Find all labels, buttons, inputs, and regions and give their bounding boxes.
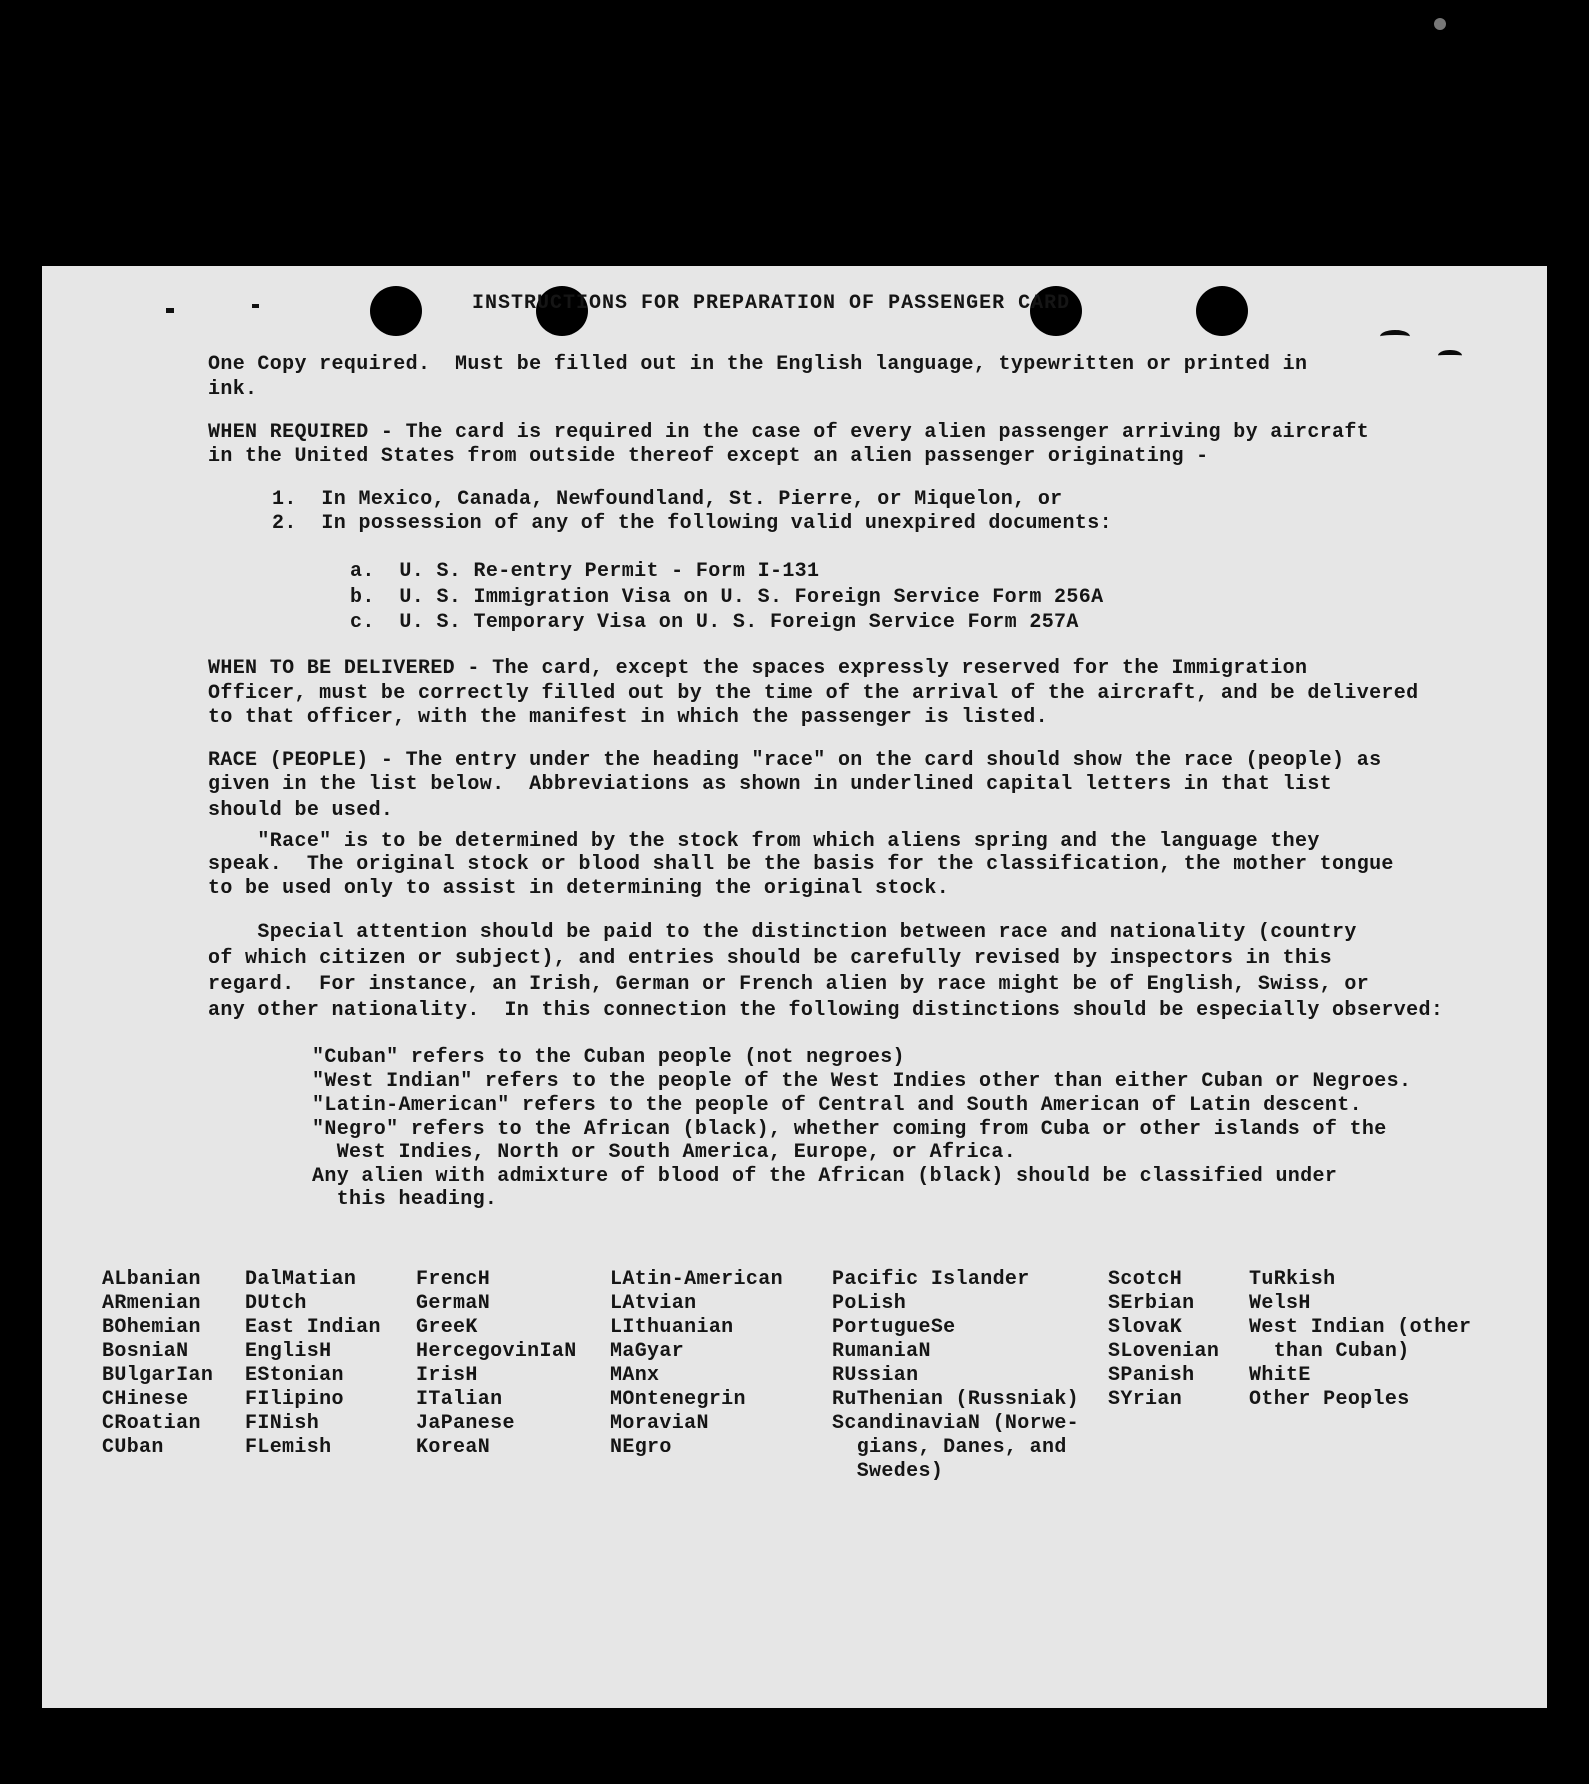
people-entry: BosniaN	[102, 1340, 189, 1363]
document-item: c. U. S. Temporary Visa on U. S. Foreign Service Form 257A	[350, 611, 1079, 634]
when-required-line: WHEN REQUIRED - The card is required in the case of every alien passenger arriving by aircraft	[208, 421, 1370, 444]
numbered-item: 1. In Mexico, Canada, Newfoundland, St. Pierre, or Miquelon, or	[272, 488, 1063, 511]
document-item: a. U. S. Re-entry Permit - Form I-131	[350, 560, 820, 583]
people-entry: SlovaK	[1108, 1316, 1183, 1339]
instruction-sheet	[42, 266, 1547, 1708]
people-entry: MAnx	[610, 1364, 660, 1387]
people-entry: FINish	[245, 1412, 320, 1435]
people-entry: CHinese	[102, 1388, 189, 1411]
people-entry: WelsH	[1249, 1292, 1311, 1315]
people-entry: FIlipino	[245, 1388, 344, 1411]
speck	[252, 304, 259, 308]
race-line: given in the list below. Abbreviations as shown in underlined capital letters in that list	[208, 773, 1333, 796]
special-attention-line: any other nationality. In this connection the following distinctions should be especially observed:	[208, 999, 1444, 1022]
people-entry: FLemish	[245, 1436, 332, 1459]
people-entry: RUssian	[832, 1364, 919, 1387]
peoples-column	[1249, 1268, 1471, 1412]
people-entry: gians, Danes, and	[832, 1436, 1067, 1459]
people-entry: BUlgarIan	[102, 1364, 214, 1387]
people-entry: SLovenian	[1108, 1340, 1220, 1363]
speck	[166, 308, 174, 313]
people-entry: WhitE	[1249, 1364, 1311, 1387]
race-definition-line: to be used only to assist in determining the original stock.	[208, 877, 950, 900]
people-entry: Pacific Islander	[832, 1268, 1030, 1291]
people-entry: RuThenian (Russniak)	[832, 1388, 1080, 1411]
people-entry: HercegovinIaN	[416, 1340, 577, 1363]
people-entry: DalMatian	[245, 1268, 357, 1291]
people-entry: than Cuban)	[1249, 1340, 1410, 1363]
people-entry: RumaniaN	[832, 1340, 931, 1363]
pen-mark	[1438, 350, 1462, 361]
people-entry: TuRkish	[1249, 1268, 1336, 1291]
special-attention-line: of which citizen or subject), and entries should be carefully revised by inspectors in this	[208, 947, 1333, 970]
distinction-line: "Negro" refers to the African (black), whether coming from Cuba or other islands of the	[312, 1118, 1387, 1141]
peoples-column	[1108, 1268, 1219, 1412]
people-entry: KoreaN	[416, 1436, 491, 1459]
people-entry: ARmenian	[102, 1292, 201, 1315]
people-entry: DUtch	[245, 1292, 307, 1315]
people-entry: MOntenegrin	[610, 1388, 746, 1411]
people-entry: EStonian	[245, 1364, 344, 1387]
peoples-column	[245, 1268, 381, 1460]
distinction-line: "West Indian" refers to the people of the West Indies other than either Cuban or Negroes.	[312, 1070, 1412, 1093]
people-entry: MoraviaN	[610, 1412, 709, 1435]
punch-hole	[370, 286, 422, 336]
intro-line: ink.	[208, 378, 258, 401]
people-entry: West Indian (other	[1249, 1316, 1472, 1339]
distinction-line: West Indies, North or South America, Europe, or Africa.	[312, 1141, 1017, 1164]
stray-dot	[1434, 18, 1446, 30]
people-entry: PoLish	[832, 1292, 907, 1315]
people-entry: FrencH	[416, 1268, 491, 1291]
punch-hole	[1196, 286, 1248, 336]
people-entry: SPanish	[1108, 1364, 1195, 1387]
numbered-item: 2. In possession of any of the following valid unexpired documents:	[272, 512, 1112, 535]
people-entry: IrisH	[416, 1364, 478, 1387]
people-entry: ITalian	[416, 1388, 503, 1411]
distinction-line: this heading.	[312, 1188, 498, 1211]
people-entry: East Indian	[245, 1316, 381, 1339]
when-required-line: in the United States from outside thereof except an alien passenger originating -	[208, 445, 1209, 468]
people-entry: ScandinaviaN (Norwe-	[832, 1412, 1080, 1435]
people-entry: MaGyar	[610, 1340, 685, 1363]
people-entry: GermaN	[416, 1292, 491, 1315]
when-delivered-line: to that officer, with the manifest in which the passenger is listed.	[208, 706, 1048, 729]
people-entry: ScotcH	[1108, 1268, 1183, 1291]
distinction-line: "Cuban" refers to the Cuban people (not negroes)	[312, 1046, 905, 1069]
page-title: INSTRUCTIONS FOR PREPARATION OF PASSENGER CARD	[472, 292, 1071, 315]
pen-mark	[1380, 330, 1410, 343]
people-entry: LIthuanian	[610, 1316, 734, 1339]
when-delivered-line: WHEN TO BE DELIVERED - The card, except the spaces expressly reserved for the Immigration	[208, 657, 1308, 680]
people-entry: GreeK	[416, 1316, 478, 1339]
people-entry: CRoatian	[102, 1412, 201, 1435]
special-attention-line: regard. For instance, an Irish, German or French alien by race might be of English, Swiss, or	[208, 973, 1370, 996]
race-line: should be used.	[208, 799, 394, 822]
people-entry: BOhemian	[102, 1316, 201, 1339]
people-entry: Swedes)	[832, 1460, 944, 1483]
when-delivered-line: Officer, must be correctly filled out by the time of the arrival of the aircraft, and be delivered	[208, 682, 1419, 705]
people-entry: Other Peoples	[1249, 1388, 1410, 1411]
race-definition-line: "Race" is to be determined by the stock from which aliens spring and the language they	[208, 830, 1320, 853]
people-entry: EnglisH	[245, 1340, 332, 1363]
special-attention-line: Special attention should be paid to the distinction between race and nationality (country	[208, 921, 1357, 944]
people-entry: CUban	[102, 1436, 164, 1459]
race-definition-line: speak. The original stock or blood shall be the basis for the classification, the mother tongue	[208, 853, 1394, 876]
people-entry: SYrian	[1108, 1388, 1183, 1411]
peoples-column	[832, 1268, 1079, 1484]
distinction-line: Any alien with admixture of blood of the African (black) should be classified under	[312, 1165, 1338, 1188]
people-entry: NEgro	[610, 1436, 672, 1459]
peoples-column	[102, 1268, 213, 1460]
distinction-line: "Latin-American" refers to the people of Central and South American of Latin descent.	[312, 1094, 1362, 1117]
people-entry: JaPanese	[416, 1412, 515, 1435]
people-entry: LAtin-American	[610, 1268, 783, 1291]
people-entry: LAtvian	[610, 1292, 697, 1315]
people-entry: PortugueSe	[832, 1316, 956, 1339]
intro-line: One Copy required. Must be filled out in the English language, typewritten or printed in	[208, 353, 1308, 376]
race-line: RACE (PEOPLE) - The entry under the heading "race" on the card should show the race (people) as	[208, 749, 1382, 772]
people-entry: ALbanian	[102, 1268, 201, 1291]
peoples-column	[610, 1268, 783, 1460]
peoples-column	[416, 1268, 577, 1460]
document-item: b. U. S. Immigration Visa on U. S. Foreign Service Form 256A	[350, 586, 1104, 609]
people-entry: SErbian	[1108, 1292, 1195, 1315]
